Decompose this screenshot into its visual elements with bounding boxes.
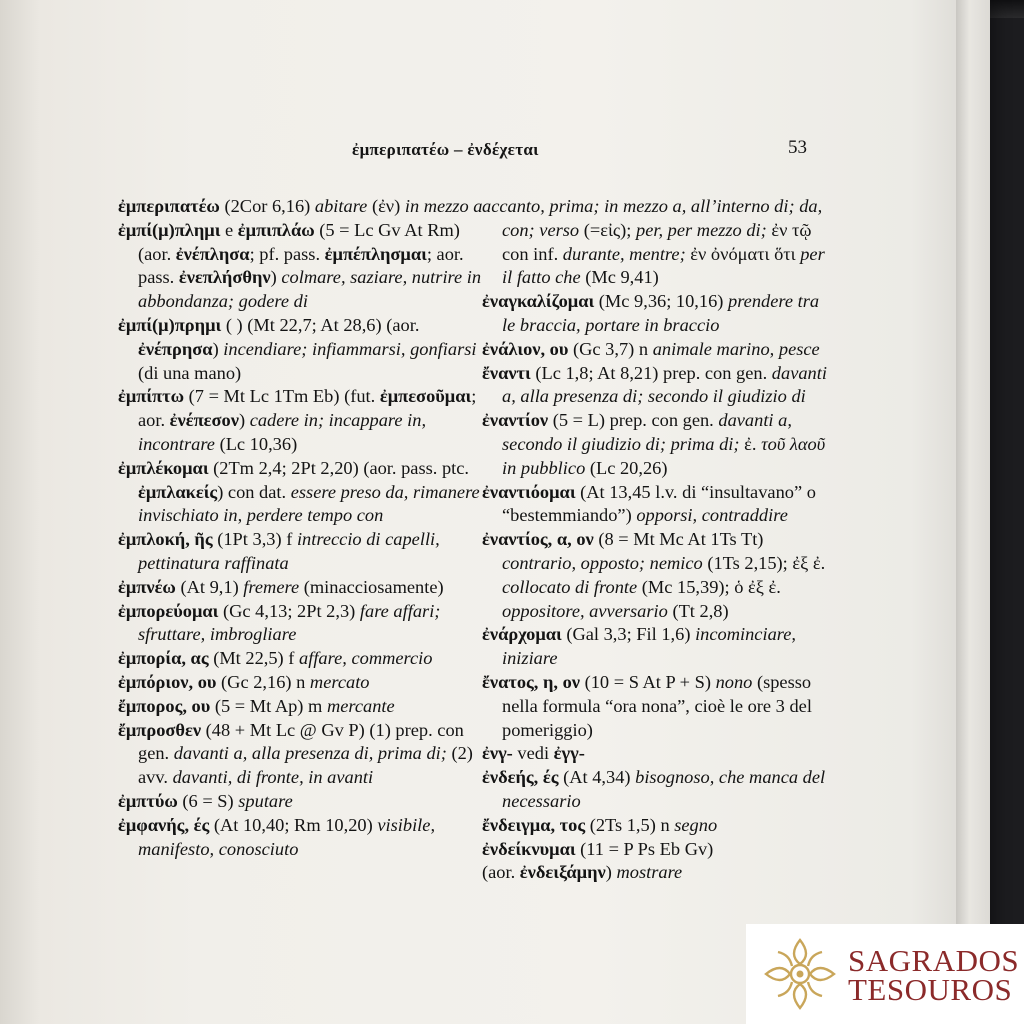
dictionary-entry: ἐμπίπτω (7 = Mt Lc 1Tm Eb) (fut. ἐμπεσοῦμαι; aor. ἐνέπεσον) cadere in; incappare in, incontrare (Lc 10,36)	[118, 386, 477, 454]
logo-line-2: TESOUROS	[848, 972, 1013, 1007]
dictionary-entry: ἐνγ- vedi ἐγγ-	[482, 743, 585, 764]
dictionary-entry: ἐνάρχομαι (Gal 3,3; Fil 1,6) incominciare, iniziare	[482, 624, 797, 669]
ornament-cross-icon	[760, 934, 840, 1014]
dictionary-entry: ἐμπόριον, ου (Gc 2,16) n mercato	[118, 671, 370, 692]
dictionary-entry: ἐμπεριπατέω (2Cor 6,16) abitare (ἐν) in mezzo a	[118, 196, 483, 216]
logo-line-1: SAGRADOS	[848, 943, 1020, 978]
running-header: ἐμπεριπατέω – ἐνδέχεται	[352, 140, 539, 159]
page-edge	[956, 0, 990, 1024]
dictionary-entry: ἔνατος, η, ον (10 = S At P + S) nono (spesso nella formula “ora nona”, cioè le ore 3 del pomeriggio)	[482, 671, 812, 740]
dictionary-entry: accanto, prima; in mezzo a, all’interno di; da, con; verso (=εἰς); per, per mezzo di; ἐν τῷ con inf. durante, mentre; ἐν ὀνόματι ὅτι per il fatto che (Mc 9,41)	[482, 196, 825, 288]
dictionary-entry: ἐμπνέω (At 9,1) fremere (minacciosamente)	[118, 576, 444, 597]
dictionary-entry: ἐναγκαλίζομαι (Mc 9,36; 10,16) prendere tra le braccia, portare in braccio	[482, 291, 820, 335]
dictionary-entry: ἐμπί(μ)πρημι ( ) (Mt 22,7; At 28,6) (aor. ἐνέπρησα) incendiare; infiammarsi, gonfiarsi (di una mano)	[118, 314, 477, 383]
dictionary-entry: ἔμπροσθεν (48 + Mt Lc @ Gv P) (1) prep. con gen. davanti a, alla presenza di, prima di; (2) avv. davanti, di fronte, in avanti	[118, 719, 473, 788]
dictionary-entry: ἐμπορεύομαι (Gc 4,13; 2Pt 2,3) fare affari; sfruttare, imbrogliare	[118, 600, 441, 645]
left-column	[118, 195, 488, 861]
logo-text	[848, 943, 1020, 1007]
dictionary-entry: ἐμπλοκή, ῆς (1Pt 3,3) f intreccio di capelli, pettinatura raffinata	[118, 529, 440, 573]
dictionary-entry: ἔμπορος, ου (5 = Mt Ap) m mercante	[118, 695, 395, 716]
watermark-logo	[746, 924, 1024, 1024]
dictionary-entry: ἔναντι (Lc 1,8; At 8,21) prep. con gen. davanti a, alla presenza di; secondo il giudizio di	[482, 362, 827, 407]
dictionary-entry: ἐνάλιον, ου (Gc 3,7) n animale marino, pesce	[482, 338, 820, 359]
dictionary-entry: ἐνδείκνυμαι (11 = P Ps Eb Gv)	[482, 838, 714, 859]
dictionary-entry: ἔνδειγμα, τος (2Ts 1,5) n segno	[482, 814, 718, 835]
dictionary-entry: ἐναντίον (5 = L) prep. con gen. davanti a, secondo il giudizio di; prima di; ἐ. τοῦ λαοῦ in pubblico (Lc 20,26)	[482, 410, 826, 478]
dictionary-entry: ἐμπτύω (6 = S) sputare	[118, 790, 293, 811]
dictionary-entry: ἐμπορία, ας (Mt 22,5) f affare, commercio	[118, 648, 433, 669]
dictionary-entry: (aor. ἐνδειξάμην) mostrare	[482, 862, 683, 883]
dictionary-entry: ἐναντίος, α, ον (8 = Mt Mc At 1Ts Tt) contrario, opposto; nemico (1Ts 2,15); ἐξ ἐ. collocato di fronte (Mc 15,39); ὁ ἐξ ἐ. oppositore, avversario (Tt 2,8)	[482, 529, 826, 621]
dictionary-entry: ἐμφανής, ές (At 10,40; Rm 10,20) visibile, manifesto, conosciuto	[118, 814, 436, 859]
dictionary-entry: ἐμπλέκομαι (2Tm 2,4; 2Pt 2,20) (aor. pass. ptc. ἐμπλακείς) con dat. essere preso da, rimanere invischiato in, perdere tempo con	[118, 457, 480, 526]
dictionary-entry: ἐμπί(μ)πλημι e ἐμπιπλάω (5 = Lc Gv At Rm) (aor. ἐνέπλησα; pf. pass. ἐμπέπλησμαι; aor. pass. ἐνεπλήσθην) colmare, saziare, nutrire in abbondanza; godere di	[118, 219, 482, 312]
dictionary-entry: ἐνδεής, ές (At 4,34) bisognoso, che manca del necessario	[482, 767, 826, 811]
right-column	[482, 195, 832, 885]
dictionary-entry: ἐναντιόομαι (At 13,45 l.v. di “insultavano” o “bestemmiando”) opporsi, contraddire	[482, 481, 816, 526]
page-number: 53	[788, 137, 807, 158]
